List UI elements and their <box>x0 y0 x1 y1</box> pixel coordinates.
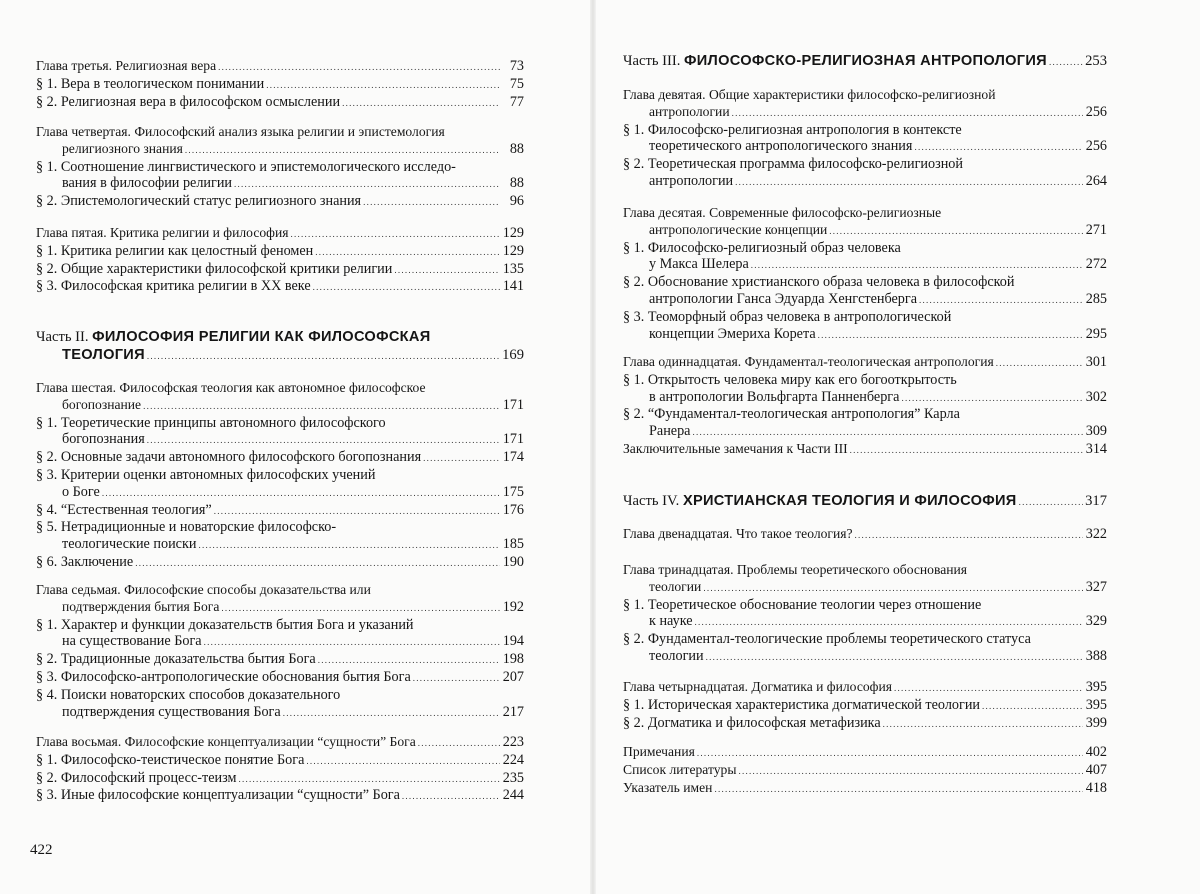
dot-leader <box>147 431 500 449</box>
toc-page-number: 253 <box>1085 53 1107 69</box>
toc-group <box>623 562 1107 666</box>
toc-group <box>36 124 524 211</box>
toc-page-number: 194 <box>502 633 524 650</box>
toc-section-entry <box>36 94 524 112</box>
toc-entry-title: § 2. “Фундаментал-теологическая антропология” Карла <box>623 406 960 423</box>
toc-section-entry <box>36 193 524 211</box>
toc-entry-title: на существование Бога <box>62 633 202 650</box>
toc-page-number: 174 <box>502 449 524 466</box>
toc-entry-title: Глава четырнадцатая. Догматика и философия <box>623 679 892 694</box>
toc-entry-title: теологии <box>649 578 702 594</box>
toc-part-entry <box>623 492 1107 511</box>
toc-section-entry <box>623 613 1107 631</box>
dot-leader <box>818 326 1083 344</box>
toc-group <box>36 225 524 296</box>
toc-entry-title: Глава восьмая. Философские концептуализации “сущности” Бога <box>36 734 416 749</box>
dot-leader <box>313 278 500 296</box>
dot-leader <box>214 502 500 520</box>
toc-chapter-entry <box>623 679 1107 697</box>
toc-chapter-entry <box>36 599 524 617</box>
toc-section-entry <box>623 326 1107 344</box>
toc-page-number: 301 <box>1085 354 1107 370</box>
toc-section-entry <box>623 274 1107 291</box>
toc-page-number: 295 <box>1085 325 1107 342</box>
toc-entry-title: § 3. Критерии оценки автономных философских учений <box>36 466 376 483</box>
toc-entry-title: Глава третья. Религиозная вера <box>36 58 217 73</box>
toc-entry-title: § 1. Вера в теологическом понимании <box>36 75 265 92</box>
toc-section-entry <box>36 651 524 669</box>
toc-page-number: 327 <box>1085 578 1107 595</box>
toc-entry-title: § 2. Обоснование христианского образа человека в философской <box>623 274 1015 291</box>
toc-page-number: 399 <box>1085 714 1107 731</box>
dot-leader <box>829 222 1083 240</box>
toc-page-number: 309 <box>1085 423 1107 440</box>
toc-section-entry <box>36 633 524 651</box>
toc-section-entry <box>623 389 1107 407</box>
toc-page-number: 256 <box>1085 103 1107 120</box>
dot-leader <box>919 291 1083 309</box>
dot-leader <box>413 669 500 687</box>
toc-chapter-entry <box>623 526 1107 544</box>
toc-entry-title: § 2. Теоретическая программа философско-религиозной <box>623 156 963 173</box>
toc-page-number: 171 <box>502 396 524 413</box>
toc-entry-title: § 1. Соотношение лингвистического и эпистемологического исследо- <box>36 158 456 175</box>
toc-page-number: 395 <box>1085 679 1107 695</box>
toc-section-entry <box>36 76 524 94</box>
toc-page-number: 256 <box>1085 138 1107 155</box>
dot-leader <box>751 256 1083 274</box>
toc-entry-title: § 2. Основные задачи автономного философского богопознания <box>36 449 422 466</box>
dot-leader <box>147 346 500 365</box>
toc-section-entry <box>36 261 524 279</box>
toc-chapter-entry <box>623 562 1107 579</box>
toc-entry-title: § 1. Философско-религиозный образ человека <box>623 239 901 256</box>
toc-section-entry <box>36 536 524 554</box>
dot-leader <box>198 536 500 554</box>
toc-group <box>36 58 524 111</box>
toc-section-entry <box>36 617 524 634</box>
toc-section-entry <box>623 173 1107 191</box>
toc-page-number: 75 <box>509 75 524 92</box>
toc-group <box>623 205 1107 343</box>
dot-leader <box>315 243 500 261</box>
dot-leader <box>703 579 1083 597</box>
toc-section-entry <box>623 631 1107 648</box>
toc-entry-title: теологические поиски <box>62 536 197 553</box>
toc-entry-title: § 3. Философская критика религии в XX веке <box>36 278 311 295</box>
toc-entry-title: у Макса Шелера <box>649 256 749 273</box>
toc-chapter-entry <box>623 780 1107 798</box>
toc-entry-title: § 1. Историческая характеристика догматической теологии <box>623 696 981 713</box>
toc-entry-title: § 2. Общие характеристики философской критики религии <box>36 260 393 277</box>
toc-part-entry <box>623 52 1107 71</box>
toc-page-number: 169 <box>502 347 524 363</box>
toc-section-entry <box>36 484 524 502</box>
toc-page-number: 402 <box>1085 744 1107 760</box>
dot-leader <box>204 633 500 651</box>
toc-entry-title: § 2. Эпистемологический статус религиозного знания <box>36 193 362 210</box>
toc-entry-title: подтверждения существования Бога <box>62 703 281 720</box>
toc-page-number: 141 <box>502 278 524 295</box>
toc-page-number: 314 <box>1085 440 1107 457</box>
toc-section-entry <box>36 687 524 704</box>
toc-entry-title: § 4. “Естественная теология” <box>36 501 212 518</box>
dot-leader <box>218 58 500 76</box>
toc-section-entry <box>36 787 524 805</box>
toc-chapter-entry <box>623 762 1107 780</box>
dot-leader <box>290 225 500 243</box>
toc-page-number: 192 <box>502 598 524 615</box>
toc-page-number: 395 <box>1085 696 1107 713</box>
toc-page-number: 207 <box>502 668 524 685</box>
toc-chapter-entry <box>36 58 524 76</box>
dot-leader <box>234 175 500 193</box>
toc-chapter-entry <box>36 380 524 397</box>
dot-leader <box>306 752 500 770</box>
toc-group <box>623 354 1107 459</box>
dot-leader <box>914 138 1083 156</box>
toc-section-entry <box>36 159 524 176</box>
toc-group <box>623 87 1107 191</box>
toc-entry-title: Глава шестая. Философская теология как автономное философское <box>36 380 426 395</box>
toc-section-entry <box>36 519 524 536</box>
toc-section-entry <box>623 406 1107 423</box>
toc-page-number: 223 <box>502 734 524 750</box>
toc-group <box>623 679 1107 732</box>
dot-leader <box>402 787 500 805</box>
page-number: 422 <box>30 842 53 858</box>
dot-leader <box>855 526 1083 544</box>
toc-section-entry <box>623 240 1107 257</box>
toc-entry-title: в антропологии Вольфгарта Панненберга <box>649 388 900 405</box>
toc-section-entry <box>623 291 1107 309</box>
dot-leader <box>1019 492 1083 511</box>
toc-part-entry <box>36 328 524 346</box>
toc-entry-title: § 1. Критика религии как целостный феномен <box>36 242 314 259</box>
toc-page-number: 198 <box>502 651 524 668</box>
dot-leader <box>1049 52 1083 71</box>
toc-entry-title: § 2. Философский процесс-теизм <box>36 769 237 786</box>
dot-leader <box>735 173 1083 191</box>
toc-section-entry <box>36 431 524 449</box>
toc-chapter-entry <box>623 222 1107 240</box>
toc-chapter-entry <box>36 225 524 243</box>
toc-entry-title: § 2. Догматика и философская метафизика <box>623 714 881 731</box>
dot-leader <box>221 599 500 617</box>
toc-page-number: 329 <box>1085 613 1107 630</box>
right-page <box>595 0 1200 894</box>
toc-page-number: 88 <box>509 140 524 157</box>
dot-leader <box>143 397 500 415</box>
toc-page-number: 285 <box>1085 290 1107 307</box>
toc-section-entry <box>623 122 1107 139</box>
dot-leader <box>738 762 1083 780</box>
toc-group <box>36 328 524 365</box>
toc-group <box>623 492 1107 511</box>
toc-entry-title: § 2. Традиционные доказательства бытия Бога <box>36 651 316 668</box>
toc-entry-title: Глава девятая. Общие характеристики философско-религиозной <box>623 87 996 102</box>
toc-chapter-entry <box>36 124 524 141</box>
toc-entry-title: § 3. Иные философские концептуализации “сущности” Бога <box>36 787 400 804</box>
toc-section-entry <box>36 467 524 484</box>
toc-section-entry <box>36 415 524 432</box>
dot-leader <box>982 697 1083 715</box>
toc-entry-title: антропологии Ганса Эдуарда Хенгстенберга <box>649 290 918 307</box>
dot-leader <box>135 554 500 572</box>
toc-group <box>36 734 524 805</box>
toc-entry-title: § 1. Характер и функции доказательств бытия Бога и указаний <box>36 616 414 633</box>
toc-entry-title: § 2. Фундаментал-теологические проблемы теоретического статуса <box>623 631 1031 648</box>
toc-page-number: 317 <box>1085 493 1107 509</box>
dot-leader <box>996 354 1083 372</box>
toc-page-number: 77 <box>509 93 524 110</box>
dot-leader <box>732 104 1083 122</box>
toc-section-entry <box>36 669 524 687</box>
toc-page-number: 235 <box>502 769 524 786</box>
toc-chapter-entry <box>36 582 524 599</box>
toc-page-number: 407 <box>1085 761 1107 778</box>
toc-entry-title: Глава десятая. Современные философско-религиозные <box>623 205 942 220</box>
toc-page-number: 217 <box>502 703 524 720</box>
toc-section-entry <box>36 704 524 722</box>
toc-chapter-entry <box>623 104 1107 122</box>
toc-entry-title: богопознание <box>62 396 142 412</box>
toc-entry-title: § 6. Заключение <box>36 553 134 570</box>
toc-chapter-entry <box>623 205 1107 222</box>
toc-page-number: 129 <box>502 242 524 259</box>
toc-group <box>36 380 524 572</box>
toc-chapter-entry <box>36 141 524 159</box>
toc-entry-title: § 1. Философско-теистическое понятие Бога <box>36 751 305 768</box>
toc-page-number: 73 <box>509 58 524 74</box>
toc-chapter-entry <box>36 397 524 415</box>
toc-entry-title: Глава одиннадцатая. Фундаментал-теологическая антропология <box>623 354 994 369</box>
toc-page-number: 271 <box>1085 221 1107 238</box>
toc-chapter-entry <box>36 734 524 752</box>
toc-page-number: 190 <box>502 553 524 570</box>
toc-entry-title: вания в философии религии <box>62 175 233 192</box>
toc-page-number: 175 <box>502 483 524 500</box>
toc-section-entry <box>623 597 1107 614</box>
toc-section-entry <box>36 752 524 770</box>
dot-leader <box>394 261 500 279</box>
toc-entry-title: Примечания <box>623 744 695 759</box>
toc-section-entry <box>623 372 1107 389</box>
left-page <box>0 0 590 894</box>
toc-section-entry <box>36 175 524 193</box>
dot-leader <box>283 704 500 722</box>
toc-chapter-entry <box>623 744 1107 762</box>
dot-leader <box>418 734 500 752</box>
toc-entry-title: ТЕОЛОГИЯ <box>62 347 145 363</box>
dot-leader <box>102 484 500 502</box>
toc-page-number: 88 <box>509 175 524 192</box>
dot-leader <box>318 651 500 669</box>
toc-chapter-entry <box>623 441 1107 459</box>
toc-group <box>36 582 524 721</box>
dot-leader <box>850 441 1083 459</box>
toc-entry-title: § 1. Теоретическое обоснование теологии через отношение <box>623 596 982 613</box>
toc-page-number: 264 <box>1085 172 1107 189</box>
toc-page-number: 96 <box>509 193 524 210</box>
toc-page-number: 322 <box>1085 526 1107 542</box>
toc-entry-title: § 3. Теоморфный образ человека в антропологической <box>623 308 952 325</box>
toc-section-entry <box>623 423 1107 441</box>
toc-entry-title: антропологические концепции <box>649 221 828 237</box>
dot-leader <box>883 715 1083 733</box>
toc-entry-title: § 5. Нетрадиционные и новаторские философско- <box>36 519 337 536</box>
toc-entry-title: § 1. Философско-религиозная антропология в контексте <box>623 121 962 138</box>
dot-leader <box>363 193 500 211</box>
toc-entry-title: антропологии <box>649 172 734 189</box>
toc-entry-title: Ранера <box>649 423 691 440</box>
dot-leader <box>697 744 1083 762</box>
toc-entry-title: Глава тринадцатая. Проблемы теоретического обоснования <box>623 562 968 577</box>
toc-page-number: 302 <box>1085 388 1107 405</box>
dot-leader <box>901 389 1083 407</box>
toc-section-entry <box>623 256 1107 274</box>
toc-entry-title: § 3. Философско-антропологические обоснования бытия Бога <box>36 668 411 685</box>
toc-group <box>623 526 1107 544</box>
dot-leader <box>894 679 1083 697</box>
toc-entry-title: Часть IV. ХРИСТИАНСКАЯ ТЕОЛОГИЯ И ФИЛОСОФИЯ <box>623 493 1017 509</box>
dot-leader <box>185 141 500 159</box>
toc-page-number: 185 <box>502 536 524 553</box>
dot-leader <box>266 76 500 94</box>
dot-leader <box>692 423 1083 441</box>
toc-chapter-entry <box>623 579 1107 597</box>
toc-section-entry <box>36 449 524 467</box>
toc-entry-title: § 2. Религиозная вера в философском осмыслении <box>36 93 341 110</box>
toc-entry-title: подтверждения бытия Бога <box>62 598 220 614</box>
toc-section-entry <box>36 243 524 261</box>
toc-group <box>623 744 1107 797</box>
toc-entry-title: теоретического антропологического знания <box>649 138 913 155</box>
toc-entry-title: Указатель имен <box>623 779 713 795</box>
toc-section-entry <box>36 770 524 788</box>
toc-section-entry <box>36 502 524 520</box>
dot-leader <box>423 449 500 467</box>
toc-page-number: 129 <box>502 225 524 241</box>
toc-entry-title: к науке <box>649 613 693 630</box>
toc-entry-title: Глава пятая. Критика религии и философия <box>36 225 289 240</box>
toc-section-entry <box>36 554 524 572</box>
toc-page-number: 171 <box>502 431 524 448</box>
dot-leader <box>714 780 1083 798</box>
toc-entry-title: Глава двенадцатая. Что такое теология? <box>623 526 853 541</box>
toc-page-number: 135 <box>502 260 524 277</box>
toc-entry-title: § 4. Поиски новаторских способов доказательного <box>36 686 341 703</box>
toc-part-entry <box>36 346 524 365</box>
toc-entry-title: богопознания <box>62 431 145 448</box>
toc-entry-title: теологии <box>649 647 704 664</box>
toc-entry-title: Глава седьмая. Философские способы доказательства или <box>36 582 371 597</box>
toc-entry-title: антропологии <box>649 103 730 119</box>
toc-page-number: 418 <box>1085 779 1107 796</box>
toc-page-number: 224 <box>502 751 524 768</box>
toc-chapter-entry <box>623 87 1107 104</box>
toc-entry-title: § 1. Открытость человека миру как его богооткрытость <box>623 371 957 388</box>
toc-group <box>623 52 1107 71</box>
toc-page-number: 388 <box>1085 647 1107 664</box>
toc-section-entry <box>623 715 1107 733</box>
toc-entry-title: Часть III. ФИЛОСОФСКО-РЕЛИГИОЗНАЯ АНТРОПОЛОГИЯ <box>623 53 1047 69</box>
toc-entry-title: Список литературы <box>623 761 737 777</box>
toc-entry-title: Глава четвертая. Философский анализ языка религии и эпистемология <box>36 124 445 139</box>
toc-page-number: 272 <box>1085 256 1107 273</box>
toc-entry-title: о Боге <box>62 483 100 500</box>
dot-leader <box>695 613 1083 631</box>
toc-section-entry <box>623 697 1107 715</box>
dot-leader <box>706 648 1083 666</box>
dot-leader <box>238 770 500 788</box>
toc-entry-title: религиозного знания <box>62 140 183 156</box>
toc-section-entry <box>623 648 1107 666</box>
toc-entry-title: Заключительные замечания к Части III <box>623 440 848 456</box>
toc-chapter-entry <box>623 354 1107 372</box>
toc-entry-title: концепции Эмериха Корета <box>649 325 816 342</box>
toc-section-entry <box>36 278 524 296</box>
toc-page-number: 176 <box>502 501 524 518</box>
toc-section-entry <box>623 156 1107 173</box>
toc-section-entry <box>623 138 1107 156</box>
toc-entry-title: Часть II. ФИЛОСОФИЯ РЕЛИГИИ КАК ФИЛОСОФСКАЯ <box>36 329 431 345</box>
toc-page-number: 244 <box>502 787 524 804</box>
toc-entry-title: § 1. Теоретические принципы автономного философского <box>36 414 386 431</box>
toc-section-entry <box>623 309 1107 326</box>
dot-leader <box>342 94 500 112</box>
